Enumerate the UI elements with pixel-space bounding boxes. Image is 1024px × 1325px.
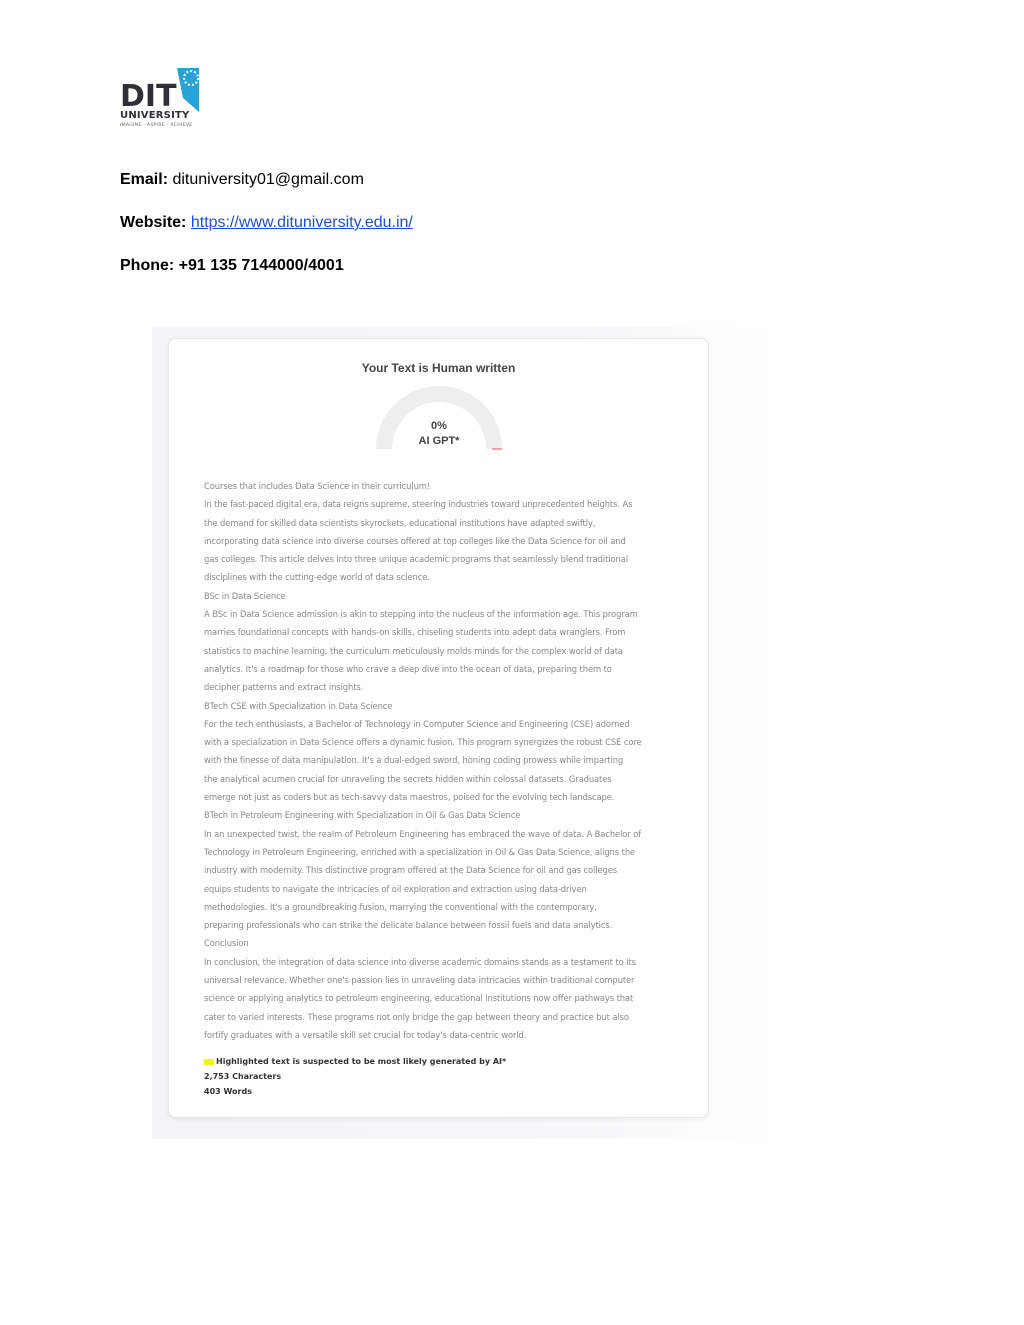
analyzed-text — [204, 477, 679, 1044]
text-line: In conclusion, the integration of data science into diverse academic domains stands as a testament to its — [204, 956, 636, 967]
result-legend — [204, 1054, 506, 1099]
text-line: Courses that includes Data Science in their curriculum! — [204, 481, 431, 491]
text-line: disciplines with the cutting-edge world of data science. — [204, 572, 430, 583]
character-count: 2,753 Characters — [204, 1072, 282, 1081]
text-line: BTech CSE with Specialization in Data Science — [204, 700, 393, 711]
text-line: Conclusion — [204, 938, 249, 949]
text-line: statistics to machine learning, the curriculum meticulously molds minds for the complex world of data — [204, 645, 623, 656]
text-line: In the fast-paced digital era, data reigns supreme, steering industries toward unprecedented heights. As — [204, 499, 633, 510]
email-label: Email: — [120, 171, 169, 188]
website-line — [120, 214, 413, 232]
text-line: For the tech enthusiasts, a Bachelor of Technology in Computer Science and Engineering (CSE) adorned — [204, 718, 630, 729]
ai-detector-result-card — [168, 338, 709, 1118]
text-line: BTech in Petroleum Engineering with Specialization in Oil & Gas Data Science — [204, 810, 521, 821]
logo-tagline: IMAGINE · ASPIRE · ACHIEVE — [120, 123, 193, 128]
text-line: incorporating data science into diverse courses offered at top colleges like the Data Science for oil and — [204, 535, 626, 546]
text-line: Technology in Petroleum Engineering, enriched with a specialization in Oil & Gas Data Science, aligns the — [204, 846, 636, 857]
dit-university-logo — [119, 66, 203, 134]
ai-score-label: AI GPT* — [418, 435, 460, 447]
email-value: dituniversity01@gmail.com — [172, 171, 364, 188]
text-line: A BSc in Data Science admission is akin to stepping into the nucleus of the information age. This program — [204, 609, 638, 620]
text-line: the analytical acumen crucial for unraveling the secrets hidden within colossal datasets. Graduates — [204, 773, 612, 784]
phone-line: Phone: +91 135 7144000/4001 — [120, 257, 344, 274]
text-line: preparing professionals who can strike the delicate balance between fossil fuels and data analytics. — [204, 920, 613, 931]
email-line — [120, 171, 364, 189]
text-line: science or applying analytics to petroleum engineering, educational institutions now offer pathways that — [204, 993, 634, 1004]
text-line: with a specialization in Data Science offers a dynamic fusion. This program synergizes the robust CSE core — [204, 737, 642, 748]
text-line: cater to varied interests. These programs not only bridge the gap between theory and practice but also — [204, 1011, 629, 1022]
text-line: industry with modernity. This distinctive program offered at the Data Science for oil and gas colleges — [204, 865, 618, 876]
logo-university-text: UNIVERSITY — [120, 110, 190, 121]
dit-logo-mark — [119, 66, 203, 114]
website-link[interactable]: https://www.dituniversity.edu.in/ — [190, 214, 413, 231]
text-line: the demand for skilled data scientists skyrockets, educational institutions have adapted swiftly, — [204, 517, 596, 528]
text-line: methodologies. It's a groundbreaking fusion, marrying the conventional with the contemporary, — [204, 901, 597, 912]
text-line: universal relevance. Whether one's passion lies in unraveling data intricacies within traditional computer — [204, 975, 635, 986]
text-line: marries foundational concepts with hands-on skills, chiseling students into adept data wranglers. From — [204, 627, 626, 638]
website-label: Website: — [120, 214, 187, 231]
legend-text: Highlighted text is suspected to be most likely generated by AI* — [216, 1057, 507, 1066]
logo-brand-text: DIT — [120, 79, 177, 114]
text-line: equips students to navigate the intricacies of oil exploration and extraction using data-driven — [204, 883, 587, 894]
text-line: analytics. It's a roadmap for those who crave a deep dive into the ocean of data, preparing them to — [204, 663, 612, 674]
ai-score-percent: 0% — [431, 420, 447, 432]
text-line: gas colleges. This article delves into three unique academic programs that seamlessly blend traditional — [204, 554, 628, 565]
text-line: emerge not just as coders but as tech-savvy data maestros, poised for the evolving tech landscape. — [204, 792, 615, 803]
text-line: decipher patterns and extract insights. — [204, 682, 364, 693]
text-line: fortify graduates with a versatile skill set crucial for today's data-centric world. — [204, 1029, 527, 1040]
text-line: with the finesse of data manipulation. It's a dual-edged sword, honing coding prowess while imparting — [204, 755, 624, 766]
result-title: Your Text is Human written — [361, 361, 516, 375]
text-line: In an unexpected twist, the realm of Petroleum Engineering has embraced the wave of data. A Bachelor of — [204, 828, 642, 839]
text-line: BSc in Data Science — [204, 590, 286, 601]
highlight-swatch — [204, 1059, 214, 1065]
word-count: 403 Words — [204, 1087, 252, 1096]
